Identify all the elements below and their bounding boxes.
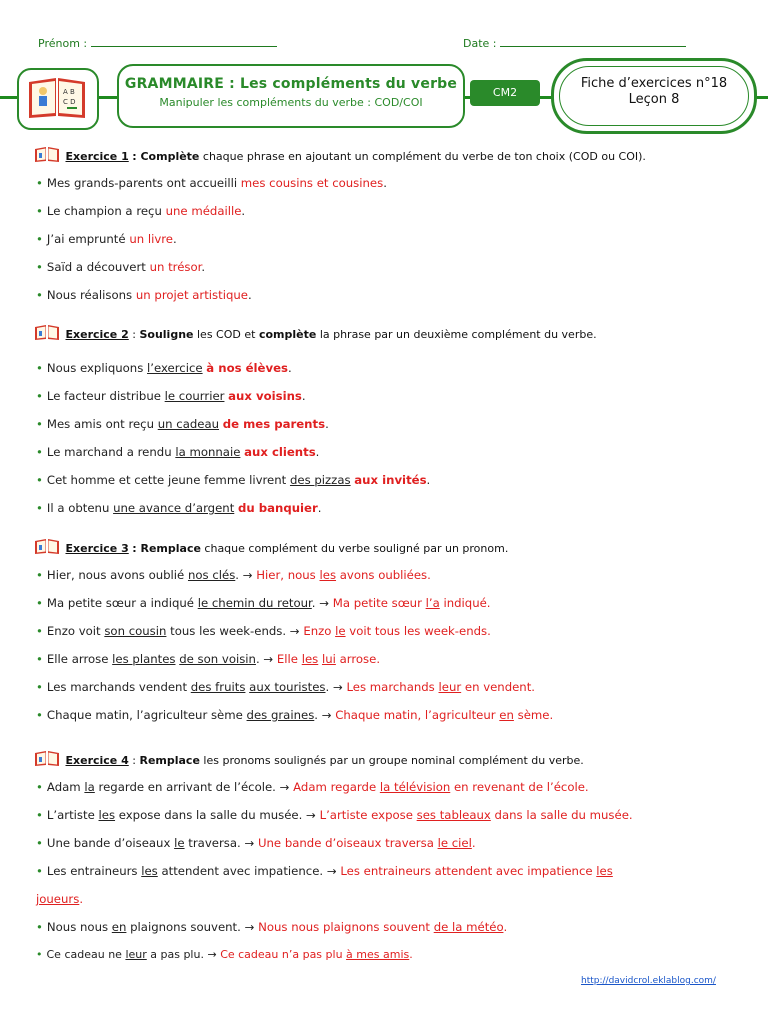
exercise-2-title: Exercice 2	[65, 328, 129, 341]
exercise-1-instruction: chaque phrase en ajoutant un complément du verbe de ton choix (COD ou COI).	[202, 150, 646, 163]
list-item: • Chaque matin, l’agriculteur sème des graines. → Chaque matin, l’agriculteur en sème.	[36, 708, 554, 722]
list-item: • Les entraineurs les attendent avec impatience. → Les entraineurs attendent avec impatience les	[36, 864, 613, 878]
list-item: • Le marchand a rendu la monnaie aux clients.	[36, 445, 320, 459]
book-icon	[34, 146, 60, 163]
svg-text:C D: C D	[63, 98, 76, 106]
exercise-2-separator: :	[132, 328, 136, 341]
exercise-4-title: Exercice 4	[65, 754, 129, 767]
exercise-1-header	[34, 146, 646, 163]
lecon-number: Leçon 8	[628, 92, 680, 107]
exercise-4-separator: :	[132, 754, 136, 767]
open-book-icon	[27, 76, 87, 120]
list-item: • J’ai emprunté un livre.	[36, 232, 177, 246]
svg-text:A B: A B	[63, 88, 75, 96]
title-box	[117, 64, 465, 128]
exercise-1-keyword: : Complète	[132, 150, 200, 163]
date-field	[463, 36, 686, 50]
date-blank	[500, 36, 686, 47]
list-item: • Le champion a reçu une médaille.	[36, 204, 246, 218]
exercise-3-header	[34, 538, 508, 555]
exercise-2-mid: les COD et	[197, 328, 256, 341]
exercise-3-keyword: : Remplace	[132, 542, 201, 555]
exercise-2-header	[34, 324, 597, 341]
exercise-2-instruction: la phrase par un deuxième complément du verbe.	[319, 328, 597, 341]
date-label: Date :	[463, 37, 497, 50]
exercise-4-instruction: les pronoms soulignés par un groupe nominal complément du verbe.	[203, 754, 584, 767]
book-icon	[34, 538, 60, 555]
list-item-continuation: joueurs.	[36, 892, 84, 906]
website-link[interactable]: http://davidcrol.eklablog.com/	[581, 976, 716, 986]
fiche-inner-border	[559, 66, 749, 126]
list-item: • Cet homme et cette jeune femme livrent des pizzas aux invités.	[36, 473, 431, 487]
list-item: • Mes amis ont reçu un cadeau de mes parents.	[36, 417, 329, 431]
list-item: • Enzo voit son cousin tous les week-ends. → Enzo le voit tous les week-ends.	[36, 624, 491, 638]
list-item: • Nous expliquons l’exercice à nos élèves.	[36, 361, 292, 375]
list-item: • Elle arrose les plantes de son voisin. → Elle les lui arrose.	[36, 652, 381, 666]
exercise-1-title: Exercice 1	[65, 150, 129, 163]
list-item: • Le facteur distribue le courrier aux voisins.	[36, 389, 306, 403]
list-item: • L’artiste les expose dans la salle du musée. → L’artiste expose ses tableaux dans la salle du musée.	[36, 808, 633, 822]
level-badge: CM2	[470, 80, 540, 106]
list-item: • Hier, nous avons oublié nos clés. → Hier, nous les avons oubliées.	[36, 568, 431, 582]
prenom-label: Prénom :	[38, 37, 88, 50]
exercise-4-keyword: Remplace	[139, 754, 200, 767]
exercise-3-title: Exercice 3	[65, 542, 129, 555]
list-item: • Nous nous en plaignons souvent. → Nous nous plaignons souvent de la météo.	[36, 920, 508, 934]
prenom-field	[38, 36, 277, 50]
list-item: • Une bande d’oiseaux le traversa. → Une bande d’oiseaux traversa le ciel.	[36, 836, 476, 850]
list-item: • Adam la regarde en arrivant de l’école. → Adam regarde la télévision en revenant de l’école.	[36, 780, 589, 794]
fiche-box	[551, 58, 757, 134]
list-item: • Saïd a découvert un trésor.	[36, 260, 206, 274]
list-item: • Ce cadeau ne leur a pas plu. → Ce cadeau n’a pas plu à mes amis.	[36, 948, 413, 961]
fiche-number: Fiche d’exercices n°18	[580, 76, 728, 91]
book-icon	[34, 324, 60, 341]
exercise-4-header	[34, 750, 584, 767]
list-item: • Mes grands-parents ont accueilli mes cousins et cousines.	[36, 176, 387, 190]
book-icon	[34, 750, 60, 767]
page-title: GRAMMAIRE : Les compléments du verbe	[124, 76, 458, 92]
exercise-3-instruction: chaque complément du verbe souligné par un pronom.	[204, 542, 509, 555]
list-item: • Nous réalisons un projet artistique.	[36, 288, 252, 302]
list-item: • Les marchands vendent des fruits aux touristes. → Les marchands leur en vendent.	[36, 680, 536, 694]
prenom-blank	[91, 36, 277, 47]
logo	[17, 68, 99, 130]
page-subtitle: Manipuler les compléments du verbe : COD/COI	[159, 96, 423, 109]
list-item: • Il a obtenu une avance d’argent du banquier.	[36, 501, 322, 515]
exercise-2-keyword: Souligne	[139, 328, 194, 341]
exercise-2-keyword-2: complète	[258, 328, 317, 341]
list-item: • Ma petite sœur a indiqué le chemin du retour. → Ma petite sœur l’a indiqué.	[36, 596, 491, 610]
